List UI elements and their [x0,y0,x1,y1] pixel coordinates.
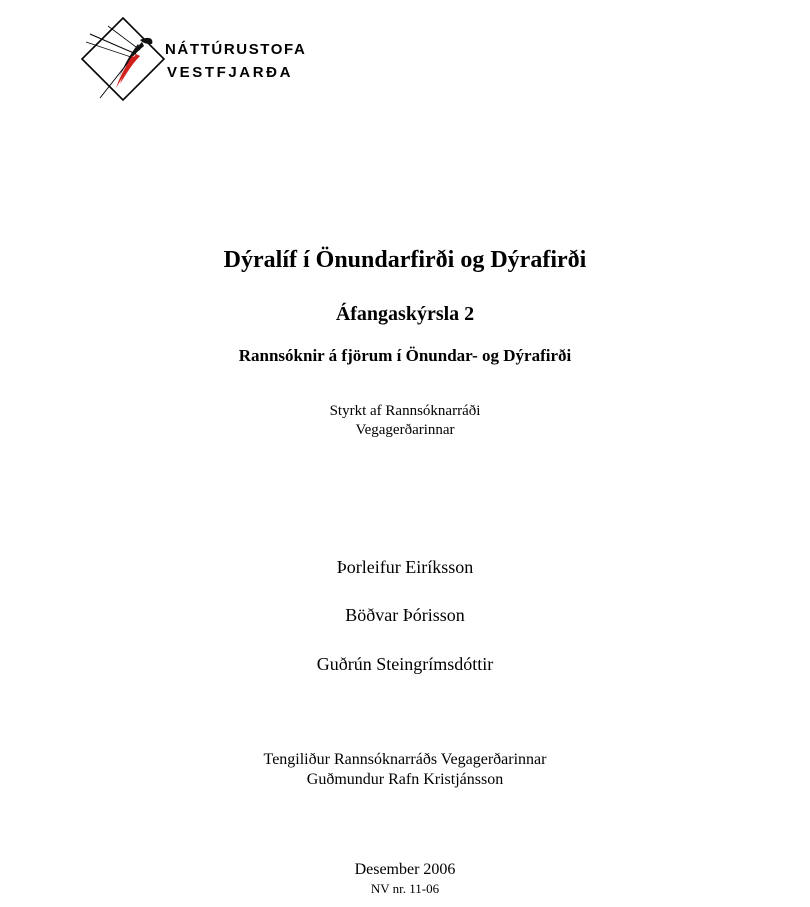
sponsor-line-2: Vegagerðarinnar [355,422,455,438]
institution-logo [78,14,338,104]
document-title: Dýralíf í Önundarfirði og Dýrafirði [223,247,587,273]
feather-emblem-icon [78,14,168,104]
author-name: Böðvar Þórisson [345,605,465,625]
contact-block [0,750,810,790]
document-subtitle-2: Rannsóknir á fjörum í Önundar- og Dýrafirði [238,346,572,365]
document-subtitle: Áfangaskýrsla 2 [335,303,475,325]
sponsor-block [0,402,810,440]
sponsor-line-1: Styrkt af Rannsóknarráði [329,403,481,419]
report-number: NV nr. 11-06 [370,881,440,896]
publication-date: Desember 2006 [354,861,456,878]
logo-line-1: NÁTTÚRUSTOFA [165,41,307,58]
contact-line-2: Guðmundur Rafn Kristjánsson [306,771,504,788]
contact-line-1: Tengiliður Rannsóknarráðs Vegagerðarinnar [263,751,547,768]
author-name: Guðrún Steingrímsdóttir [316,654,494,674]
logo-line-2: VESTFJARÐA [167,64,294,81]
author-name: Þorleifur Eiríksson [336,557,474,577]
